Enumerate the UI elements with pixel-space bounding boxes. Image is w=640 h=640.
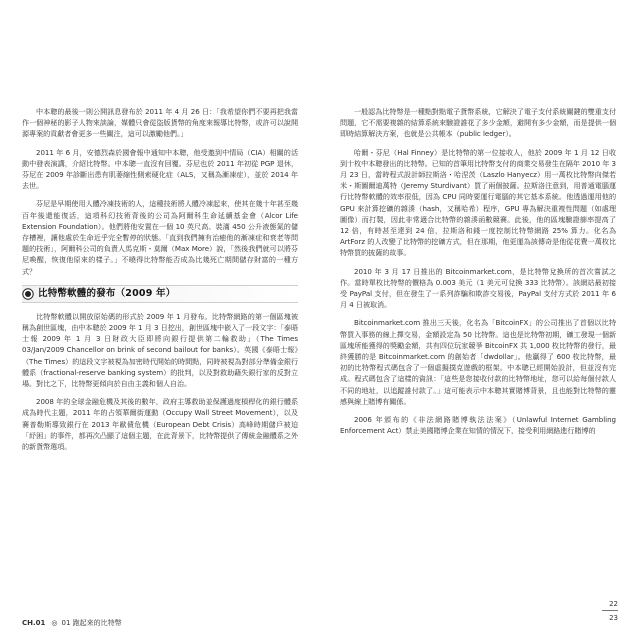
section-paragraph-2: 2008 年的全球金融危機及其後的數年，政府主導救助並保護過度槓桿化的銀行體系成為時代主題，2011 年的占領華爾街運動（Occupy Wall Street Movement），以及賽普勒斯導致銀行在 2013 年歐債危機（European Debt Crisis）高峰時期儲戶被迫「紓困」的事件，都再次凸顯了這個主題，在此背景下，比特幣提供了傳統金融體系之外的新貨幣選項。 xyxy=(22,397,298,452)
intro-paragraph-2: 2011 年 6 月，安德烈森於國會報中通知中本聰，他受邀到中情局（CIA）相關的活動中發表演講，介紹比特幣。中本聰一直沒有回覆。芬尼也於 2011 年初從 PGP 退休，芬尼在 2009 年診斷出患有肌萎縮性側索硬化症（ALS，又稱為漸凍症），並於 2014 年去世。 xyxy=(22,147,298,191)
intro-paragraph-1: 中本聰的最後一則公開訊息發布於 2011 年 4 月 26 日：「我希望你們不要再把我當作一個神秘的影子人物來談論，媒體只會從盜版貨幣的角度來報導比特幣，或許可以說開源專案的貢獻者會更多一些關注，這可以激勵他們。」 xyxy=(22,107,298,139)
target-bullet-icon xyxy=(22,288,34,300)
chapter-title: 01 跑起來的比特幣 xyxy=(61,619,122,627)
chapter-footer xyxy=(22,618,122,628)
section-paragraph-1: 比特幣軟體以開放原始碼的形式於 2009 年 1 月發布。比特幣網路的第一個區塊被稱為創世區塊，由中本聰於 2009 年 1 月 3 日挖出，創世區塊中嵌入了一段文字：「泰晤士報 2009 年 1 月 3 日財政大臣即將向銀行提供第二輪救助」（The Times 03/Jan/2009 Chancellor on brink of second bailout for banks）。英國《泰晤士報》（The Times）的這段文字被視為加密時代開始的時間點，同時被視為對部分準備金銀行體系（fractional-reserve banking system）的批判，以及對救助藉失銀行家的反對立場。對比之下，比特幣更傾向於自由主義和個人自治。 xyxy=(22,311,298,389)
page-number-divider xyxy=(602,610,618,611)
right-page xyxy=(340,106,616,576)
page-number-left: 22 xyxy=(609,600,618,608)
right-paragraph-5: 2006 年頒布的《非法網路賭博執法法案》（Unlawful Internet Gambling Enforcement Act）禁止美國賭博企業在知情的情況下，接受利用網路進行賭博的 xyxy=(340,415,616,436)
right-paragraph-1: 一般認為比特幣是一種點對點電子貨幣系統，它解決了電子支付系統關鍵的雙重支付問題，它不需要複雜的結算系統來驗證誰花了多少金額，避開有多少金額，而是提供一個即時結算解決方案，也就是公共帳本（public ledger）。 xyxy=(340,107,616,139)
section-title: 比特幣軟體的發布（2009 年） xyxy=(38,288,176,300)
section-heading xyxy=(22,285,298,303)
right-paragraph-4: Bitcoinmarket.com 推出三天後，化名為「BitcoinFX」的公司推出了首個以比特幣買入事務的線上擇交易，金額設定為 50 比特幣。這也是比特幣初期，礦工發現一個新區塊所能獲得的獎勵金額，共有四位玩家競爭 BitcoinFX 共 1,000 枚比特幣的發行，最終獲勝的是 Bitcoinmarket.com 的創始者「dwdollar」。他贏得了 600 枚比特幣，最初的比特幣程式碼包含了一個虛擬撲克遊戲的框架。中本聰已經開始設計，但並沒有完成。程式碼包含了這樣的資訊：「這些是您接收付款的比特幣地址，您可以給每個付款人不同的地址，以追蹤誰付款了。」這可能表示中本聰其實賭博背景，且也能對比特幣的靈感與線上賭博有關係。 xyxy=(340,318,616,406)
left-page xyxy=(22,106,298,576)
chapter-label: CH.01 xyxy=(22,619,46,627)
footer-separator: ◎ xyxy=(51,619,58,627)
right-paragraph-2: 哈爾・芬尼（Hal Finney）是比特幣的第一位接收人，他於 2009 年 1 月 12 日收到十枚中本聰發出的比特幣。已知的首筆用比特幣支付的商業交易發生在隔年 2010 年 3 月 23 日，當時程式設計師拉斯洛・哈涅茨（Laszlo Hanyecz）用一萬枚比特幣向傑若米・斯圖爾迪萬特（Jeremy Sturdivant）買了兩個披薩。拉斯洛注意到，用普通電腦運行比特幣軟體的效率很低，因為 CPU 同時要運行電腦的其它基本系統。他透過運用他的 GPU 來計算挖礦的雜湊（hash，又稱哈希）程序，GPU 專為解決重複性問題（如處理圖像）而打製，因此非常適合比特幣的雜湊函數競賽。此後，他的區塊驗證篩率提高了 12 倍，有時甚至達到 24 倍，拉斯洛和錢一度控制比特幣網路 25% 算力。化名為 ArtForz 的人改變了比特幣的挖礦方式，但在那期，他更運為該傳奇是他從花費一萬枚比特幣買的披薩的故事。 xyxy=(340,147,616,258)
page-number-right: 23 xyxy=(609,614,618,622)
right-paragraph-3: 2010 年 3 月 17 日推出的 Bitcoinmarket.com，是比特幣兌換所的首次嘗試之作。當時單枚比特幣的價格為 0.003 美元（1 美元可兌換 333 比特幣）。該網站最初接受 PayPal 支付，但在發生了一系列詐騙和欺詐交易後，PayPal 支付方式於 2011 年 6 月 4 日被取消。 xyxy=(340,266,616,310)
intro-paragraph-3: 芬尼是早期使用人體冷凍技術的人，這種技術將人體冷凍起來，使其在幾十年甚至幾百年後還能復活，這項科幻技術背後的公司為阿爾科生命延續基金會（Alcor Life Extension Foundation）。他們將他安置在一個 10 英尺高、裝滿 450 公升液態氮的儲存槽裡，讓他處於生命近乎完全暫停的狀態。「直到我們擁有治癒他的漸凍症和衰老等問題的技術」，阿爾科公司的負責人馬克斯・莫爾（Max More）說，「然後我們就可以將芬尼喚醒，恢復他原來的樣子。」不曉得比特幣能否成為比幾死亡期間儲存財富的一種方式？ xyxy=(22,199,298,276)
